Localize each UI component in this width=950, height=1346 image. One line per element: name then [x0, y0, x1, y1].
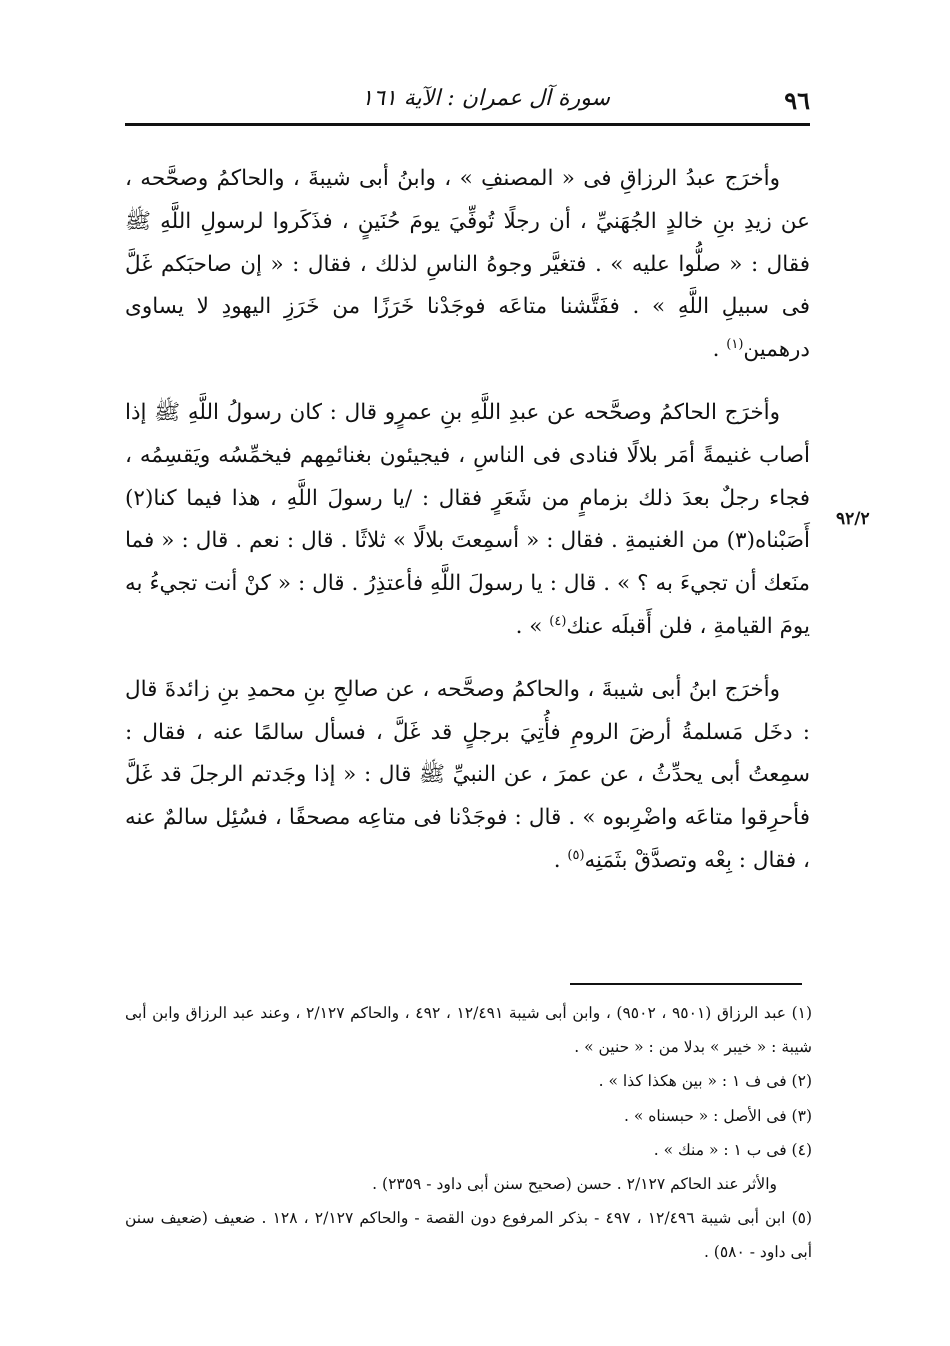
- paragraph-3: [125, 669, 810, 883]
- footnote-1: (١) عبد الرزاق (٩٥٠١ ، ٩٥٠٢) ، وابن أبى شيبة ١٢/٤٩١ ، ٤٩٢ ، والحاكم ٢/١٢٧ ، وعند عبد الرزاق وابن أبى شيبة : « خيبر » بدلا من : « حنين » .: [125, 1004, 813, 1057]
- body-text: [125, 158, 810, 883]
- margin-page-reference: ٩٢/٢: [836, 509, 870, 529]
- page-header: [125, 80, 810, 126]
- paragraph-1-end: .: [712, 337, 727, 363]
- footnote-4: (٤) فى ب ١ : « منك » .: [653, 1140, 812, 1159]
- footnote-ref-5: (٥): [567, 847, 585, 863]
- footnote-4-continuation: والأثر عند الحاكم ٢/١٢٧ . حسن (صحيح سنن أبى داود - ٢٣٥٩) .: [372, 1175, 777, 1194]
- paragraph-2-text: وأخرَج الحاكمُ وصحَّحه عن عبدِ اللَّهِ بنِ عمرٍو قال : كان رسولُ اللَّهِ ﷺ إذا أصاب غنيمةً أمَر بلالًا فنادى فى الناسِ ، فيجيئون بغنائمِهم فيخمِّسُه ويَقسِمُه ، فجاء رجلٌ بعدَ ذلك بزمامٍ من شَعَرٍ فقال : /يا رسولَ اللَّهِ ، هذا فيما كنا(٢) أَصَبْناه(٣) من الغنيمةِ . فقال : « أسمِعتَ بلالًا » ثلاثًا . قال : نعم . قال : « فما منَعك أن تجيءَ به ؟ » . قال : يا رسولَ اللَّهِ فأعتذِرُ . قال : « كنْ أنت تجيءُ به يومَ القيامةِ ، فلن أَقبلَه عنك: [125, 399, 810, 639]
- footnotes: [125, 996, 812, 1270]
- footnote-3: (٣) فى الأصل : « حبسناه » .: [623, 1106, 812, 1125]
- footnote-ref-4: (٤): [549, 613, 567, 629]
- paragraph-3-text: وأخرَج ابنُ أبى شيبةَ ، والحاكمُ وصحَّحه ، عن صالحِ بنِ محمدِ بنِ زائدةَ قال : دخَل مَسلمةُ أرضَ الرومِ فأُتِيَ برجلٍ قد غَلَّ ، فسأل سالمًا عنه ، فقال : سمِعتُ أبى يحدِّثُ ، عن عمرَ ، عن النبيِّ ﷺ قال : « إذا وجَدتم الرجلَ قد غَلَّ فأحرِقوا متاعَه واضْرِبوه » . قال : فوجَدْنا فى متاعِه مصحفًا ، فسُئِل سالمٌ عنه ، فقال : بِعْه وتصدَّقْ بثَمَنِه: [125, 676, 810, 873]
- running-head: سورة آل عمران : الآية ١٦١: [361, 86, 610, 111]
- paragraph-3-end: .: [553, 847, 568, 873]
- paragraph-2: [125, 392, 810, 649]
- footnote-5: (٥) ابن أبى شيبة ١٢/٤٩٦ ، ٤٩٧ - بذكر المرفوع دون القصة - والحاكم ٢/١٢٧ ، ١٢٨ . ضعيف (ضعيف سنن أبى داود - ٥٨٠) .: [125, 1209, 813, 1262]
- paragraph-2-end: » .: [515, 613, 550, 639]
- header-rule: [125, 123, 810, 126]
- footnote-2: (٢) فى ف ١ : « بين هكذا كذا » .: [598, 1072, 812, 1091]
- footnote-separator: [570, 983, 802, 985]
- footnote-ref-1: (١): [726, 337, 744, 353]
- page-number: ٩٦: [784, 86, 810, 115]
- paragraph-1-text: وأخرَج عبدُ الرزاقِ فى « المصنفِ » ، وابنُ أبى شيبةَ ، والحاكمُ وصحَّحه ، عن زيدِ بنِ خالدٍ الجُهَنيِّ ، أن رجلًا تُوفِّيَ يومَ حُنَينٍ ، فذَكَروا لرسولِ اللَّهِ ﷺ فقال : « صلُّوا عليه » . فتغيَّر وجوهُ الناسِ لذلك ، فقال : « إن صاحبَكم غَلَّ فى سبيلِ اللَّهِ » . ففَتَّشنا متاعَه فوجَدْنا خَرَزًا من خَرَزِ اليهودِ لا يساوى درهمين: [125, 166, 810, 363]
- paragraph-1: [125, 158, 810, 372]
